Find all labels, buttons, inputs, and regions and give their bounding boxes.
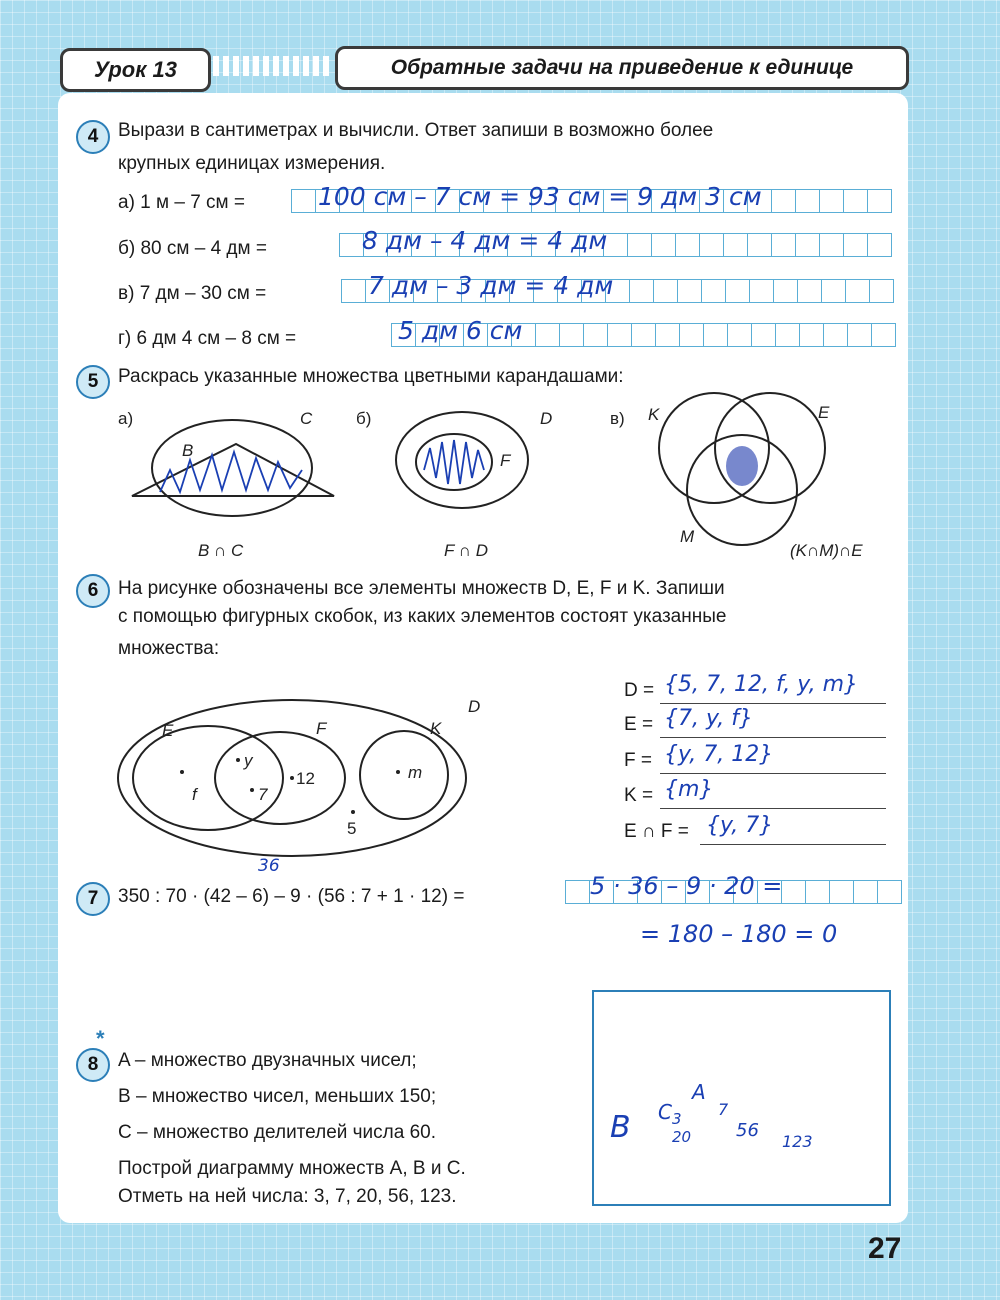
set-row-F-line	[660, 773, 886, 774]
label6-D: D	[468, 697, 481, 716]
elem-12: 12	[296, 769, 315, 788]
set-row-D-line	[660, 703, 886, 704]
shading-c	[726, 446, 758, 486]
task-number-5: 5	[76, 365, 110, 399]
label-D: D	[540, 409, 553, 428]
task8-line3: C – множество делителей числа 60.	[118, 1122, 437, 1143]
set-row-K-line	[660, 808, 886, 809]
task4-item-c: в) 7 дм – 30 см =	[118, 283, 267, 304]
task-number-4: 4	[76, 120, 110, 154]
set-row-D-label: D =	[624, 680, 655, 701]
task-number-6: 6	[76, 574, 110, 608]
sketch-num-3: 3	[672, 1110, 682, 1128]
task5-part-a-letter: а)	[118, 409, 134, 428]
label-M: M	[680, 527, 695, 546]
task8-star: *	[96, 1026, 105, 1051]
task5-part-b-letter: б)	[356, 409, 372, 428]
task8-line2: B – множество чисел, меньших 150;	[118, 1086, 437, 1107]
label-F: F	[500, 451, 511, 470]
task4-item-d: г) 6 дм 4 см – 8 см =	[118, 328, 297, 349]
set-row-F-label: F =	[624, 750, 652, 771]
label6-K: K	[430, 719, 442, 738]
task5-text: Раскрась указанные множества цветными карандашами:	[118, 366, 624, 387]
label-B: B	[182, 441, 194, 460]
sketch-label-B: B	[610, 1110, 631, 1145]
task7-note: 36	[258, 856, 280, 876]
caption-5b: F ∩ D	[444, 541, 489, 560]
topic-title: Обратные задачи на приведение к единице	[390, 56, 854, 79]
set-row-E-answer: {7, y, f}	[664, 706, 754, 731]
task7-expression: 350 : 70 · (42 – 6) – 9 · (56 : 7 + 1 · 12) =	[118, 886, 465, 907]
elem-7: 7	[258, 785, 268, 804]
label6-F: F	[316, 719, 327, 738]
task-number-7: 7	[76, 882, 110, 916]
handwritten-answer-c: 7 дм – 3 дм = 4 дм	[368, 271, 614, 300]
elem-5: 5	[347, 819, 357, 838]
elem-m: m	[408, 763, 423, 782]
label-C: C	[300, 409, 313, 428]
task4-item-b: б) 80 см – 4 дм =	[118, 238, 267, 259]
page-number: 27	[868, 1232, 902, 1265]
task8-line5: Отметь на ней числа: 3, 7, 20, 56, 123.	[118, 1186, 457, 1207]
sketch-label-C: C	[658, 1100, 672, 1124]
task7-answer-line1: 5 · 36 – 9 · 20 =	[590, 872, 783, 900]
sketch-num-123: 123	[782, 1132, 813, 1151]
set-F-ellipse-6	[215, 732, 345, 824]
handwritten-answer-d: 5 дм 6 см	[398, 316, 523, 345]
task4-text-line2: крупных единицах измерения.	[118, 153, 386, 174]
task7-answer-line2: = 180 – 180 = 0	[640, 920, 838, 948]
task6-text-line3: множества:	[118, 638, 220, 659]
task6-text-line2: с помощью фигурных скобок, из каких элементов состоят указанные	[118, 606, 727, 627]
elem-f: f	[192, 785, 197, 804]
sketch-num-7: 7	[718, 1100, 729, 1119]
sketch-num-20: 20	[672, 1128, 692, 1146]
elem-y: y	[244, 751, 253, 770]
set-E-ellipse	[133, 726, 283, 830]
handwritten-answer-b: 8 дм – 4 дм = 4 дм	[362, 226, 608, 255]
label6-E: E	[162, 721, 174, 740]
task8-line4: Построй диаграмму множеств A, B и C.	[118, 1158, 466, 1179]
task-number-8: 8	[76, 1048, 110, 1082]
sketch-num-56: 56	[736, 1120, 759, 1141]
sketch-label-A: A	[692, 1080, 706, 1104]
set-row-E-label: E =	[624, 714, 654, 735]
shading-b	[424, 440, 484, 484]
task4-item-a: а) 1 м – 7 см =	[118, 192, 245, 213]
task5-part-c-letter: в)	[610, 409, 625, 428]
label-E: E	[818, 403, 830, 422]
task4-text-line1: Вырази в сантиметрах и вычисли. Ответ запиши в возможно более	[118, 120, 714, 141]
task6-text-line1: На рисунке обозначены все элементы множеств D, E, F и K. Запиши	[118, 578, 725, 599]
set-row-EF-label: E ∩ F =	[624, 821, 689, 842]
set-row-EF-line	[700, 844, 886, 845]
set-row-D-answer: {5, 7, 12, f, y, m}	[664, 672, 859, 697]
set-row-K-answer: {m}	[664, 777, 714, 802]
task8-drawing-box[interactable]	[592, 990, 891, 1206]
caption-5a: B ∩ C	[198, 541, 244, 560]
task8-line1: A – множество двузначных чисел;	[118, 1050, 417, 1071]
handwritten-answer-a: 100 см – 7 см = 93 см = 9 дм 3 см	[318, 182, 762, 211]
set-row-EF-answer: {y, 7}	[706, 813, 774, 838]
set-row-F-answer: {y, 7, 12}	[664, 742, 774, 767]
set-row-K-label: K =	[624, 785, 654, 806]
set-K-circle-6	[360, 731, 448, 819]
caption-5c: (K∩M)∩E	[790, 541, 863, 560]
set-row-E-line	[660, 737, 886, 738]
label-K: K	[648, 405, 660, 424]
set-C-ellipse	[152, 420, 312, 516]
lesson-title: Урок 13	[94, 57, 177, 82]
